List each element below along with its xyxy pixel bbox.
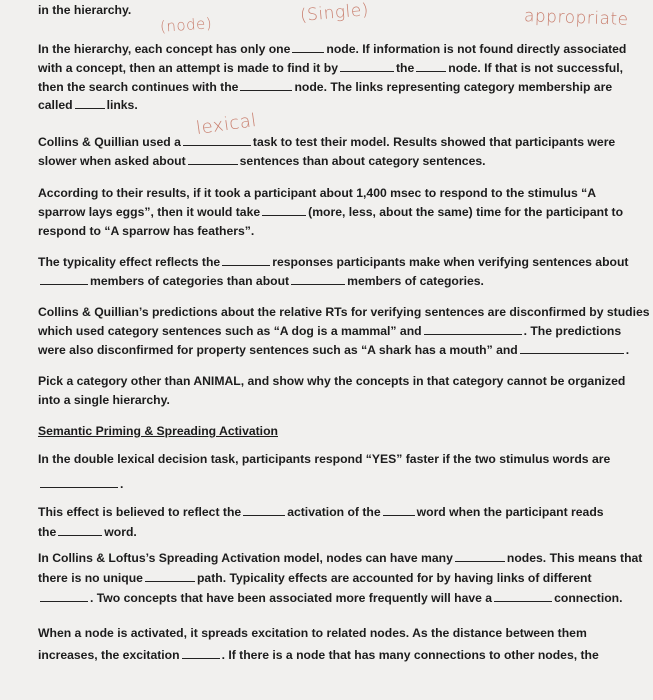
blank[interactable] <box>58 525 102 536</box>
blank[interactable] <box>183 135 251 146</box>
p7-line-2: . <box>38 477 123 491</box>
p5-line-2: which used category sentences such as “A dog is a mammal” and . The predictions <box>38 324 622 338</box>
blank[interactable] <box>222 255 270 266</box>
p8-line-1: This effect is believed to reflect the activation of the word when the participant reads <box>38 505 604 519</box>
handwritten-note-node: (node) <box>159 14 213 36</box>
blank[interactable] <box>424 324 522 335</box>
p9-line-2: there is no unique path. Typicality effects are accounted for by having links of different <box>38 571 592 585</box>
p7-line-1: In the double lexical decision task, participants respond “YES” faster if the two stimulus words are <box>38 452 611 466</box>
blank[interactable] <box>243 505 285 516</box>
blank[interactable] <box>188 154 238 165</box>
blank[interactable] <box>383 505 415 516</box>
p10-line-1: When a node is activated, it spreads excitation to related nodes. As the distance between them <box>38 626 587 640</box>
blank[interactable] <box>40 591 88 602</box>
handwritten-note-appropriate: appropriate <box>523 6 629 30</box>
blank[interactable] <box>520 343 624 354</box>
blank[interactable] <box>494 591 552 602</box>
p9-line-3: . Two concepts that have been associated more frequently will have a connection. <box>38 591 622 605</box>
blank[interactable] <box>416 61 446 72</box>
blank[interactable] <box>455 551 505 562</box>
blank[interactable] <box>262 205 306 216</box>
blank[interactable] <box>291 274 345 285</box>
p3-line-1: According to their results, if it took a participant about 1,400 msec to respond to the stimulus “A <box>38 186 597 200</box>
p6-line-1: Pick a category other than ANIMAL, and show why the concepts in that category cannot be organized <box>38 374 626 388</box>
blank[interactable] <box>40 477 118 488</box>
p3-line-2: sparrow lays eggs”, then it would take (more, less, about the same) time for the participant to <box>38 205 624 219</box>
blank[interactable] <box>145 571 195 582</box>
p4-line-1: The typicality effect reflects the responses participants make when verifying sentences about <box>38 255 629 269</box>
p1-line-4: called links. <box>38 98 138 112</box>
blank[interactable] <box>240 80 292 91</box>
blank[interactable] <box>182 648 220 659</box>
p2-line-1: Collins & Quillian used a task to test their model. Results showed that participants were <box>38 135 616 149</box>
handwritten-note-lexical: lexical <box>194 109 259 140</box>
p8-line-2: the word. <box>38 525 137 539</box>
p4-line-2: members of categories than about members of categories. <box>38 274 484 288</box>
p1-line-1: In the hierarchy, each concept has only one node. If information is not found directly associated <box>38 42 627 56</box>
p6-line-2: into a single hierarchy. <box>38 393 170 407</box>
blank[interactable] <box>292 42 324 53</box>
p1-line-2: with a concept, then an attempt is made to find it by the node. If that is not successful, <box>38 61 623 75</box>
p10-line-2: increases, the excitation . If there is a node that has many connections to other nodes, the <box>38 648 599 662</box>
p3-line-3: respond to “A sparrow has feathers”. <box>38 224 255 238</box>
blank[interactable] <box>75 98 105 109</box>
top-fragment: in the hierarchy. <box>38 3 132 17</box>
section-heading: Semantic Priming & Spreading Activation <box>38 424 278 438</box>
p2-line-2: slower when asked about sentences than about category sentences. <box>38 154 486 168</box>
p5-line-1: Collins & Quillian’s predictions about the relative RTs for verifying sentences are disconfirmed by studies <box>38 305 650 319</box>
p1-line-3: then the search continues with the node. The links representing category membership are <box>38 80 613 94</box>
handwritten-note-single: (Single) <box>299 0 370 26</box>
p9-line-1: In Collins & Loftus’s Spreading Activation model, nodes can have many nodes. This means that <box>38 551 643 565</box>
p5-line-3: were also disconfirmed for property sentences such as “A shark has a mouth” and . <box>38 343 630 357</box>
blank[interactable] <box>340 61 394 72</box>
blank[interactable] <box>40 274 88 285</box>
